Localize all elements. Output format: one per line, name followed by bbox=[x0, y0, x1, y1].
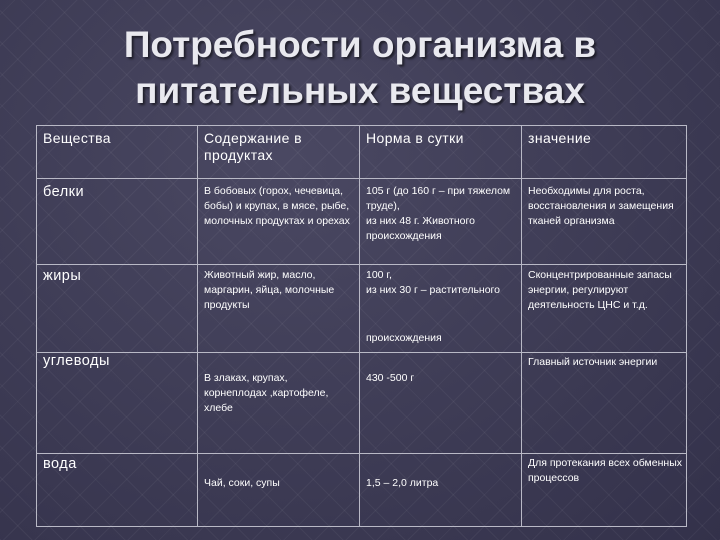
row-norm: 430 -500 г bbox=[360, 353, 522, 454]
row-value: Для протекания всех обменных процессов bbox=[522, 454, 687, 527]
table-row-carbohydrates bbox=[37, 353, 687, 454]
row-content bbox=[198, 353, 360, 454]
slide-title-line-2: питательных веществах bbox=[135, 70, 585, 111]
norm-line: 100 г, bbox=[366, 269, 392, 281]
row-name: белки bbox=[37, 179, 198, 265]
row-name: жиры bbox=[37, 265, 198, 353]
row-content: Чай, соки, супы bbox=[198, 454, 360, 527]
row-norm bbox=[360, 265, 522, 353]
table-row-fats bbox=[37, 265, 687, 353]
header-norm: Норма в сутки bbox=[360, 126, 522, 179]
row-name: вода bbox=[37, 454, 198, 527]
row-content: В бобовых (горох, чечевица, бобы) и крупах, в мясе, рыбе, молочных продуктах и орехах bbox=[198, 179, 360, 265]
header-substances: Вещества bbox=[37, 126, 198, 179]
row-norm: 1,5 – 2,0 литра bbox=[360, 454, 522, 527]
norm-line: происхождения bbox=[366, 332, 442, 344]
content-line: корнеплодах ,картофеле, хлебе bbox=[204, 387, 329, 414]
norm-line: 105 г (до 160 г – при тяжелом труде), bbox=[366, 185, 511, 212]
table-header-row bbox=[37, 126, 687, 179]
header-content: Содержание в продуктах bbox=[198, 126, 360, 179]
norm-line: из них 30 г – растительного bbox=[366, 284, 500, 296]
table-row-proteins bbox=[37, 179, 687, 265]
row-name: углеводы bbox=[37, 353, 198, 454]
slide-title-line-1: Потребности организма в bbox=[123, 24, 597, 65]
slide-title bbox=[0, 22, 720, 114]
header-value: значение bbox=[522, 126, 687, 179]
content-line: В злаках, крупах, bbox=[204, 372, 288, 384]
row-norm bbox=[360, 179, 522, 265]
nutrients-table bbox=[36, 125, 687, 527]
row-value: Необходимы для роста, восстановления и замещения тканей организма bbox=[522, 179, 687, 265]
row-value: Главный источник энергии bbox=[522, 353, 687, 454]
table-row-water bbox=[37, 454, 687, 527]
norm-line: из них 48 г. Животного происхождения bbox=[366, 215, 475, 242]
row-value: Сконцентрированные запасы энергии, регулируют деятельность ЦНС и т.д. bbox=[522, 265, 687, 353]
row-content: Животный жир, масло, маргарин, яйца, молочные продукты bbox=[198, 265, 360, 353]
